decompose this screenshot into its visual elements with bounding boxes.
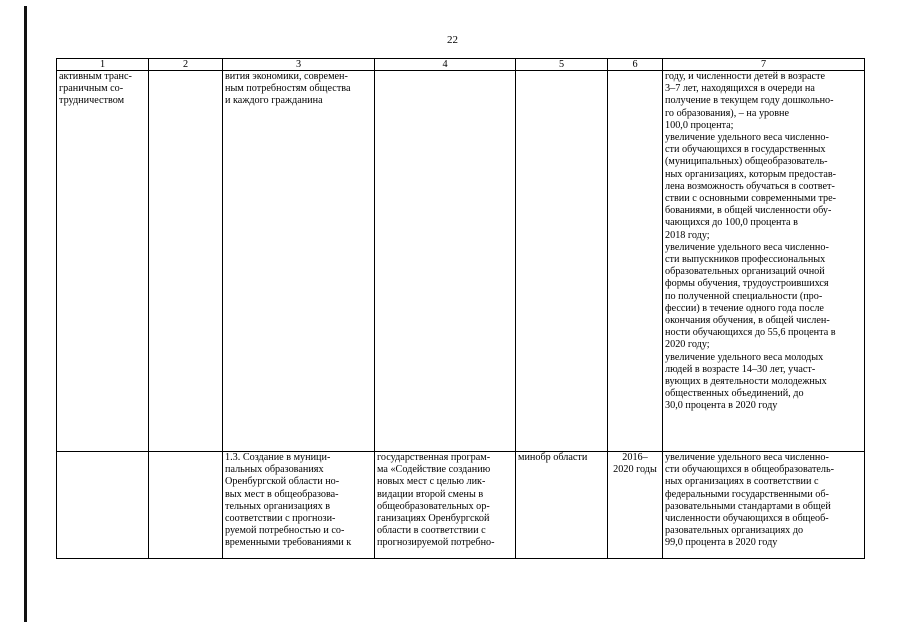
table-row xyxy=(57,452,865,559)
cell-r2-c1 xyxy=(57,452,149,559)
cell-r2-c3: 1.3. Создание в муници- пальных образованиях Оренбургской области но- вых мест в общеобразова- тельных организациях в соответствии с прогнози- руемой потребностью и со- временными требованиями к xyxy=(223,452,375,559)
table-row xyxy=(57,71,865,452)
page-number: 22 xyxy=(447,34,458,46)
cell-r2-c4: государственная програм- ма «Содействие созданию новых мест с целью лик- видации второй смены в общеобразовательных ор- ганизациях Оренбургской области в соответствии с прогнозируемой потребно- xyxy=(375,452,516,559)
cell-r1-c3: вития экономики, современ- ным потребностям общества и каждого гражданина xyxy=(223,71,375,452)
document-table xyxy=(56,58,865,559)
cell-r2-c7: увеличение удельного веса численно- сти обучающихся в общеобразователь- ных организациях в соответствии с федеральными государственными об- разовательными стандартами в общей численности обучающихся в общеоб- разовательных организациях до 99,0 процента в 2020 году xyxy=(663,452,865,559)
cell-r1-c5 xyxy=(516,71,608,452)
header-row xyxy=(57,59,865,71)
header-cell-5: 5 xyxy=(516,59,608,71)
cell-r2-c6: 2016– 2020 годы xyxy=(608,452,663,559)
cell-r1-c7: году, и численности детей в возрасте 3–7 лет, находящихся в очереди на получение в текущем году дошкольно- го образования), – на уровне 100,0 процента; увеличение удельного веса численно- сти обучающихся в государственных (муниципальных) общеобразователь- ных организациях, которым предостав- лена возможность обучаться в соответ- ствии с основными современными тре- бованиями, в общей численности обу- чающихся до 100,0 процента в 2018 году; увеличение удельного веса численно- сти выпускников профессиональных образовательных организаций очной формы обучения, трудоустроившихся по полученной специальности (про- фессии) в течение одного года после окончания обучения, в общей числен- ности обучающихся до 55,6 процента в 2020 году; увеличение удельного веса молодых людей в возрасте 14–30 лет, участ- вующих в деятельности молодежных общественных объединений, до 30,0 процента в 2020 году xyxy=(663,71,865,452)
cell-r2-c2 xyxy=(149,452,223,559)
header-cell-7: 7 xyxy=(663,59,865,71)
cell-r1-c6 xyxy=(608,71,663,452)
cell-r1-c2 xyxy=(149,71,223,452)
header-cell-6: 6 xyxy=(608,59,663,71)
cell-r1-c4 xyxy=(375,71,516,452)
header-cell-3: 3 xyxy=(223,59,375,71)
cell-r2-c5: минобр области xyxy=(516,452,608,559)
scan-edge-bar xyxy=(24,6,27,622)
header-cell-4: 4 xyxy=(375,59,516,71)
cell-r1-c1: активным транс- граничным со- трудничеством xyxy=(57,71,149,452)
header-cell-1: 1 xyxy=(57,59,149,71)
header-cell-2: 2 xyxy=(149,59,223,71)
